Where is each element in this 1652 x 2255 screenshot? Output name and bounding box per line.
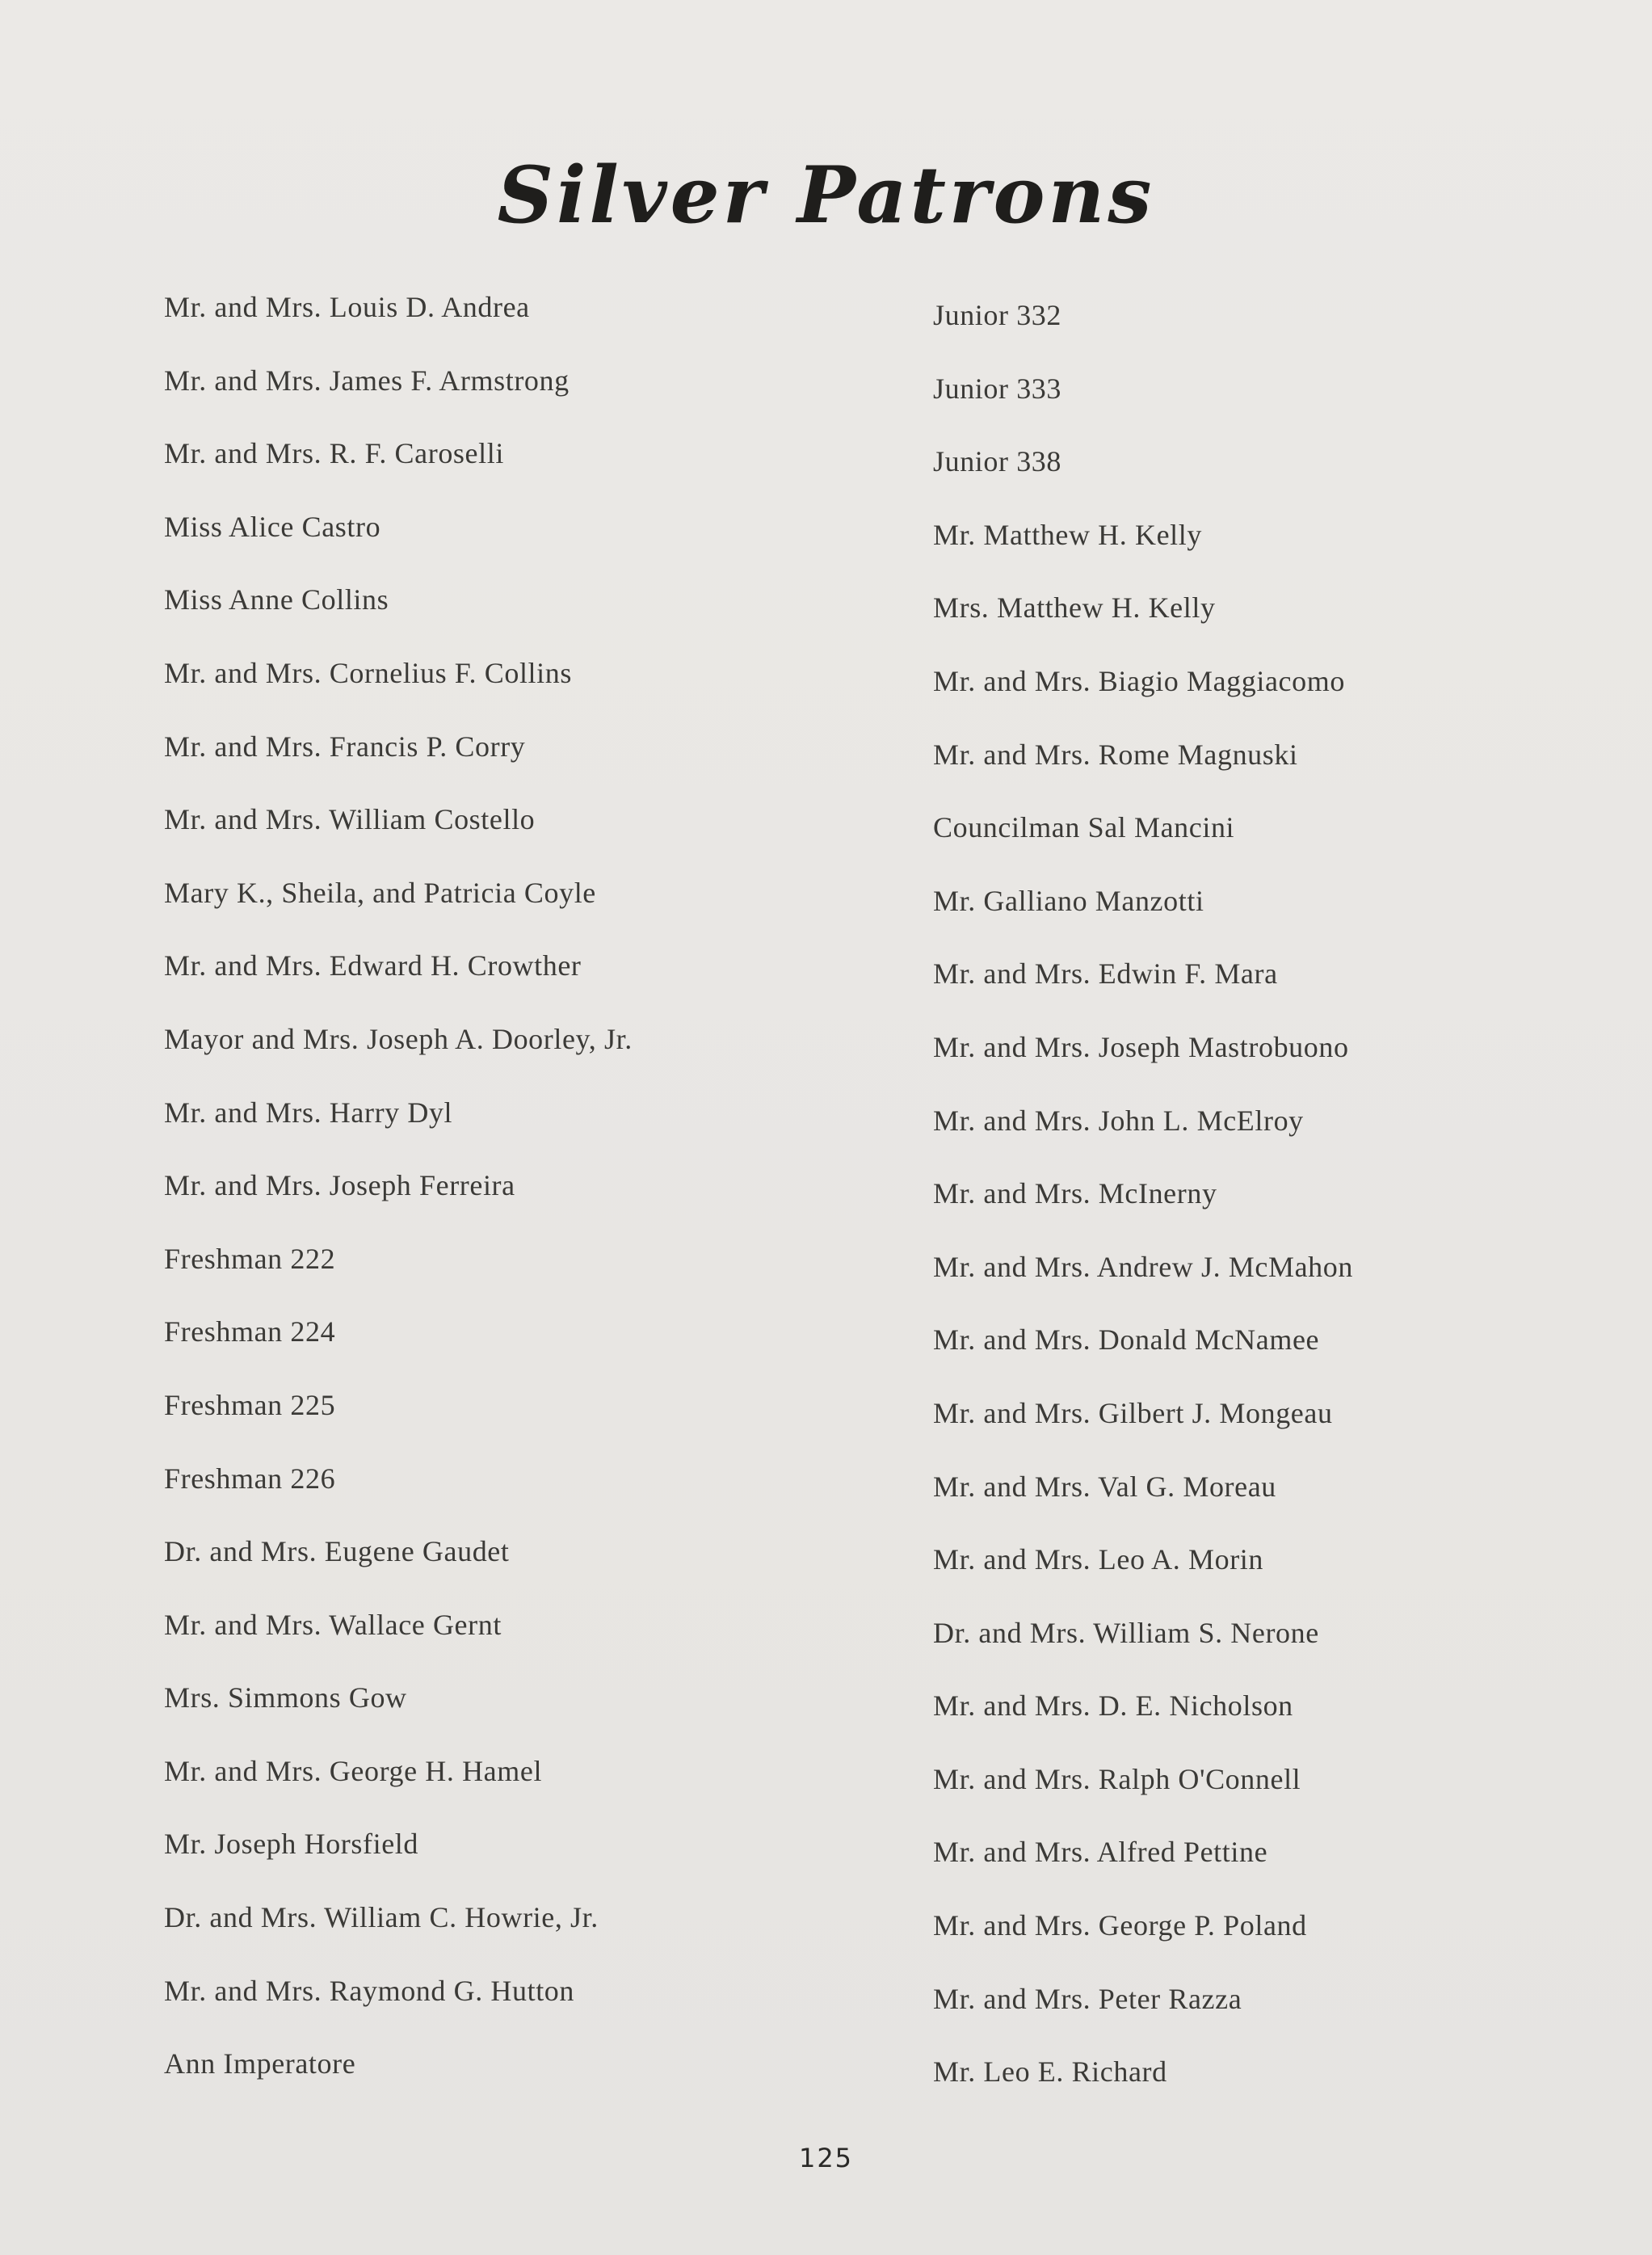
patron-entry: Councilman Sal Mancini	[933, 811, 1235, 844]
patron-entry: Mr. and Mrs. George H. Hamel	[164, 1754, 543, 1787]
patron-entry: Mr. and Mrs. Gilbert J. Mongeau	[933, 1396, 1333, 1429]
patron-entry: Miss Anne Collins	[164, 583, 389, 616]
patron-entry: Mayor and Mrs. Joseph A. Doorley, Jr.	[164, 1022, 633, 1055]
patron-entry: Dr. and Mrs. Eugene Gaudet	[164, 1535, 510, 1568]
patron-entry: Mr. and Mrs. Edwin F. Mara	[933, 957, 1278, 991]
patron-entry: Miss Alice Castro	[164, 510, 381, 543]
patron-entry: Mr. and Mrs. R. F. Caroselli	[164, 437, 504, 470]
patron-entry: Mr. Joseph Horsfield	[164, 1828, 418, 1861]
patron-entry: Mary K., Sheila, and Patricia Coyle	[164, 876, 596, 909]
patron-entry: Ann Imperatore	[164, 2047, 356, 2080]
patron-entry: Mr. and Mrs. Cornelius F. Collins	[164, 656, 572, 689]
patron-entry: Mr. and Mrs. Val G. Moreau	[933, 1470, 1276, 1503]
patron-entry: Mr. and Mrs. Rome Magnuski	[933, 738, 1298, 771]
patron-entry: Mr. and Mrs. Donald McNamee	[933, 1323, 1320, 1357]
patron-entry: Freshman 224	[164, 1315, 336, 1348]
patron-entry: Freshman 222	[164, 1242, 336, 1275]
patron-entry: Junior 338	[933, 445, 1061, 478]
patron-entry: Mr. and Mrs. William Costello	[164, 803, 536, 836]
patron-list-left	[164, 283, 826, 2113]
patron-entry: Mr. and Mrs. John L. McElroy	[933, 1104, 1304, 1137]
patron-entry: Mr. and Mrs. Joseph Mastrobuono	[933, 1030, 1349, 1063]
patron-entry: Mr. and Mrs. Joseph Ferreira	[164, 1169, 515, 1202]
patron-entry: Mr. and Mrs. Edward H. Crowther	[164, 949, 582, 982]
patron-entry: Mrs. Simmons Gow	[164, 1681, 407, 1714]
patron-entry: Mr. and Mrs. Alfred Pettine	[933, 1836, 1268, 1869]
patron-entry: Dr. and Mrs. William C. Howrie, Jr.	[164, 1901, 599, 1934]
patron-entry: Mr. and Mrs. Andrew J. McMahon	[933, 1250, 1353, 1283]
patron-entry: Mr. Matthew H. Kelly	[933, 518, 1202, 551]
patron-entry: Freshman 225	[164, 1388, 336, 1421]
patron-entry: Mr. and Mrs. Biagio Maggiacomo	[933, 664, 1345, 697]
patron-entry: Dr. and Mrs. William S. Nerone	[933, 1616, 1319, 1649]
patron-entry: Mr. Galliano Manzotti	[933, 884, 1204, 917]
patron-entry: Junior 333	[933, 372, 1061, 405]
patron-entry: Mr. and Mrs. D. E. Nicholson	[933, 1689, 1293, 1723]
page-title: Silver Patrons	[497, 149, 1155, 242]
patron-entry: Mr. and Mrs. Harry Dyl	[164, 1096, 453, 1129]
patron-entry: Mr. and Mrs. Raymond G. Hutton	[164, 1974, 574, 2007]
patron-entry: Mr. and Mrs. Leo A. Morin	[933, 1543, 1263, 1576]
patron-entry: Mr. and Mrs. Francis P. Corry	[164, 730, 526, 763]
patron-entry: Mr. and Mrs. Wallace Gernt	[164, 1608, 502, 1641]
patron-entry: Mr. Leo E. Richard	[933, 2055, 1167, 2089]
patron-entry: Mr. and Mrs. Ralph O'Connell	[933, 1762, 1301, 1795]
patron-entry: Freshman 226	[164, 1462, 336, 1495]
patron-entry: Mr. and Mrs. McInerny	[933, 1177, 1217, 1210]
patron-entry: Junior 332	[933, 299, 1061, 331]
page-number: 125	[798, 2143, 854, 2173]
patron-entry: Mr. and Mrs. Louis D. Andrea	[164, 291, 530, 323]
patron-entry: Mr. and Mrs. George P. Poland	[933, 1909, 1307, 1942]
patron-entry: Mr. and Mrs. James F. Armstrong	[164, 364, 570, 397]
patron-list-right	[933, 291, 1595, 2121]
patron-entry: Mr. and Mrs. Peter Razza	[933, 1982, 1242, 2015]
patron-entry: Mrs. Matthew H. Kelly	[933, 591, 1216, 625]
